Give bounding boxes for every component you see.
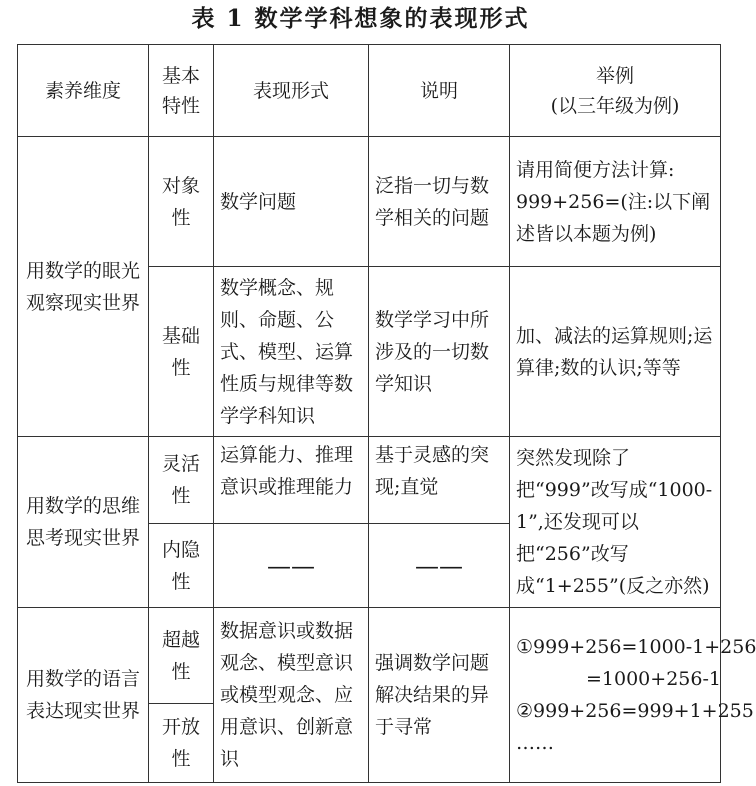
- example-line: ②999+256=999+1+255: [516, 700, 754, 722]
- dimension-line: 用数学的眼光: [25, 259, 140, 282]
- table-title: 表 1 数学学科想象的表现形式: [191, 5, 530, 32]
- dimension-line: 思考现实世界: [25, 527, 140, 549]
- header-characteristic: [149, 45, 214, 137]
- header-form: 表现形式: [214, 45, 369, 137]
- explanation-cell: 数学学习中所涉及的一切数学知识: [369, 267, 510, 437]
- dimension-cell: [18, 608, 149, 783]
- example-cell: 加、减法的运算规则;运算律;数的认识;等等: [510, 267, 721, 437]
- example-line: ……: [516, 732, 554, 754]
- example-line: 999+256=(注:以下阐述皆以本题为例): [516, 190, 711, 245]
- explanation-cell-dash: ——: [369, 524, 510, 608]
- table-row: [18, 137, 721, 267]
- characteristic-cell: 灵活性: [149, 437, 214, 524]
- dimension-line: 用数学的思维: [25, 495, 140, 517]
- form-cell-dash: ——: [214, 524, 369, 608]
- example-line: 请用简便方法计算:: [516, 158, 675, 181]
- header-example: [510, 45, 721, 137]
- header-example-line: (以三年级为例): [550, 94, 680, 117]
- example-cell: [510, 608, 756, 783]
- dimension-line: 观察现实世界: [25, 291, 140, 314]
- explanation-cell: 强调数学问题解决结果的异于寻常: [369, 608, 510, 783]
- explanation-cell: 基于灵感的突现;直觉: [369, 437, 510, 524]
- form-cell: 运算能力、推理意识或推理能力: [214, 437, 369, 524]
- table-row: [18, 608, 721, 704]
- example-line: ①999+256=1000-1+256: [516, 636, 756, 658]
- form-cell: 数据意识或数据观念、模型意识或模型观念、应用意识、创新意识: [214, 608, 369, 783]
- form-cell: 数学问题: [214, 137, 369, 267]
- characteristic-cell: 内隐性: [149, 524, 214, 608]
- characteristic-cell: 超越性: [149, 608, 214, 704]
- header-row: [18, 45, 721, 137]
- header-dimension: 素养维度: [18, 45, 149, 137]
- dimension-line: 用数学的语言: [25, 668, 140, 690]
- characteristic-cell: 基础性: [149, 267, 214, 437]
- dimension-cell: [18, 437, 149, 608]
- characteristic-cell: 开放性: [149, 704, 214, 783]
- header-characteristic-line: 特性: [161, 94, 200, 117]
- header-explanation: 说明: [369, 45, 510, 137]
- form-cell: 数学概念、规则、命题、公式、模型、运算性质与规律等数学学科知识: [214, 267, 369, 437]
- example-cell: 突然发现除了把“999”改写成“1000-1”,还发现可以把“256”改写成“1+255”(反之亦然): [510, 437, 721, 608]
- imagination-forms-table: [17, 44, 756, 783]
- table-row: [18, 437, 721, 524]
- dimension-cell: [18, 137, 149, 437]
- explanation-cell: 泛指一切与数学相关的问题: [369, 137, 510, 267]
- header-characteristic-line: 基本: [161, 64, 200, 87]
- header-example-line: 举例: [595, 64, 634, 87]
- characteristic-cell: 对象性: [149, 137, 214, 267]
- example-line: =1000+256-1: [586, 668, 721, 690]
- example-cell: [510, 137, 721, 267]
- dimension-line: 表达现实世界: [25, 700, 140, 722]
